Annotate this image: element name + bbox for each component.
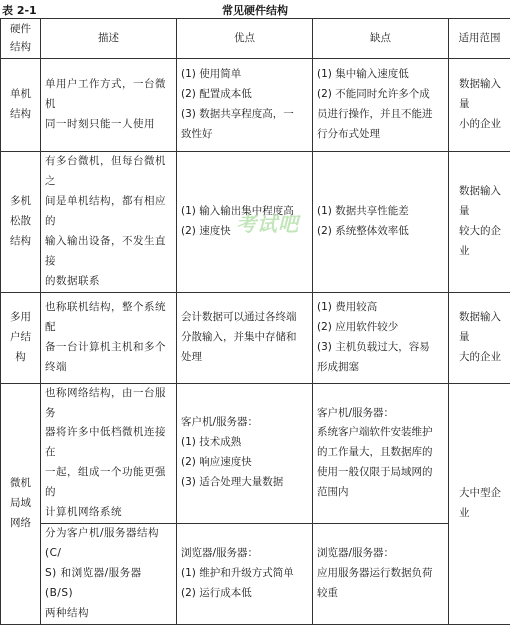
table-row [1,59,510,152]
cons-cell: (1) 数据共享性能差 (2) 系统整体效率低 [313,152,449,293]
cons-cell: (1) 集中输入速度低 (2) 不能同时允许多个成 员进行操作，并且不能进 行分布式处理 [313,59,449,152]
header-pros: 优点 [177,19,313,59]
pros-cell: 会计数据可以通过各终端 分散输入，并集中存储和 处理 [177,292,313,383]
structure-name: 微机 局域 网络 [1,383,41,624]
pros-cell: 客户机/服务器： (1) 技术成熟 (2) 响应速度快 (3) 适合处理大量数据 [177,383,313,524]
scope-cell: 数据输入量 较大的企业 [449,152,510,293]
header-cons: 缺点 [313,19,449,59]
table-row [1,383,510,524]
description-cell: 单用户工作方式，一台微机 同一时刻只能一人使用 [41,59,177,152]
cons-cell: (1) 费用较高 (2) 应用软件较少 (3) 主机负载过大，容易 形成拥塞 [313,292,449,383]
structure-name: 单机 结构 [1,59,41,152]
structure-name: 多用 户结 构 [1,292,41,383]
header-structure: 硬件 结构 [1,19,41,59]
scope-cell: 数据输入量 小的企业 [449,59,510,152]
hardware-structure-table [0,18,510,625]
description-cell: 有多台微机，但每台微机之 间是单机结构，都有相应的 输入输出设备，不发生直接 的数据联系 [41,152,177,293]
description-cell: 也称网络结构，由一台服务 器将许多中低档微机连接在 一起，组成一个功能更强的 计算机网络系统 [41,383,177,524]
header-scope: 适用范围 [449,19,510,59]
table-title: 常见硬件结构 [0,2,510,18]
table-number: 表 2-1 [2,2,37,18]
scope-cell: 大中型企业 [449,383,510,624]
description-cell: 分为客户机/服务器结构 (C/ S) 和浏览器/服务器 (B/S) 两种结构 [41,524,177,625]
structure-name: 多机 松散 结构 [1,152,41,293]
header-description: 描述 [41,19,177,59]
watermark-logo: 考试吧 [236,208,299,237]
cons-cell: 客户机/服务器： 系统客户端软件安装维护 的工作量大，且数据库的 使用一般仅限于局域网的 范围内 [313,383,449,524]
description-cell: 也称联机结构，整个系统配 备一台计算机主机和多个 终端 [41,292,177,383]
cons-cell: 浏览器/服务器： 应用服务器运行数据负荷 较重 [313,524,449,625]
header-row [1,19,510,59]
scope-cell: 数据输入量 大的企业 [449,292,510,383]
pros-cell: 浏览器/服务器： (1) 维护和升级方式简单 (2) 运行成本低 [177,524,313,625]
pros-cell: (1) 输入输出集中程度高 (2) 速度快 [177,152,313,293]
pros-cell: (1) 使用简单 (2) 配置成本低 (3) 数据共享程度高，一 致性好 [177,59,313,152]
table-row [1,292,510,383]
table-row [1,524,510,625]
